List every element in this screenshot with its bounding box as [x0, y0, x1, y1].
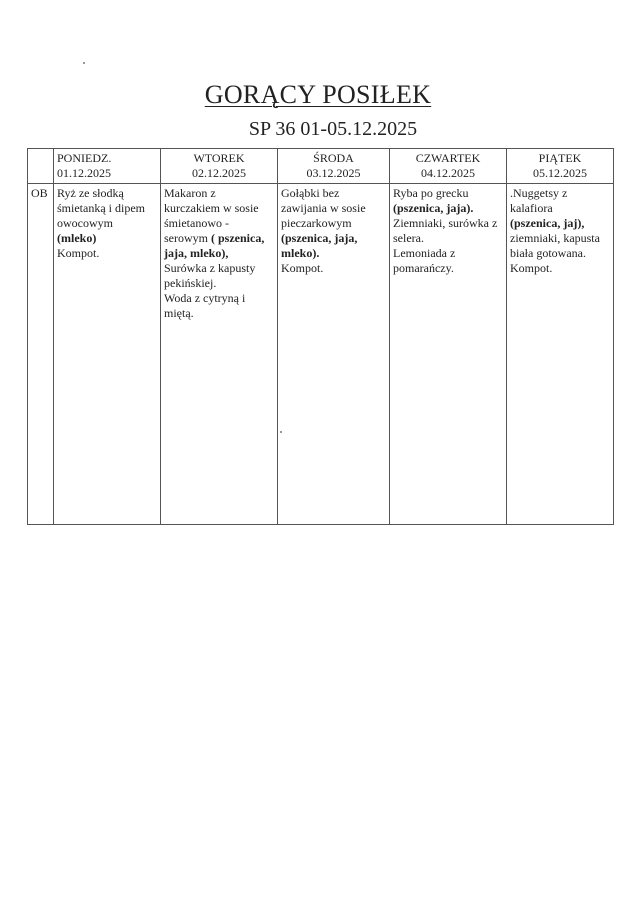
menu-text: serowym [164, 231, 211, 245]
menu-line: pomarańczy. [393, 261, 454, 275]
menu-line: owocowym [57, 216, 113, 230]
menu-line: śmietanowo - [164, 216, 229, 230]
menu-line: pieczarkowym [281, 216, 352, 230]
menu-line: Kompot. [510, 261, 553, 275]
meal-cell-thursday [390, 184, 507, 525]
menu-line: zawijania w sosie [281, 201, 366, 215]
menu-line: Kompot. [57, 246, 100, 260]
meal-cell-friday [507, 184, 614, 525]
meal-cell-monday [54, 184, 161, 525]
meal-cell-tuesday [161, 184, 278, 525]
menu-line: miętą. [164, 306, 194, 320]
header-thursday [390, 149, 507, 184]
menu-line: Makaron z [164, 186, 216, 200]
header-monday [54, 149, 161, 184]
menu-line: śmietanką i dipem [57, 201, 145, 215]
row-label: OB [28, 184, 54, 525]
allergen-line: (mleko) [57, 231, 97, 245]
menu-line: .Nuggetsy z [510, 186, 568, 200]
day-date: 01.12.2025 [57, 166, 111, 180]
header-tuesday [161, 149, 278, 184]
allergen-line: mleko). [281, 246, 320, 260]
allergen-line: jaja, mleko), [164, 246, 229, 260]
day-name: PONIEDZ. [57, 151, 112, 165]
meal-row-ob [28, 184, 614, 525]
menu-line: kurczakiem w sosie [164, 201, 259, 215]
menu-line: pekińskiej. [164, 276, 217, 290]
scan-speck [280, 431, 282, 433]
day-date: 05.12.2025 [533, 166, 587, 180]
menu-line: ziemniaki, kapusta [510, 231, 600, 245]
day-name: CZWARTEK [415, 151, 481, 165]
header-wednesday [278, 149, 390, 184]
menu-line: Lemoniada z [393, 246, 456, 260]
menu-line-mixed [164, 231, 274, 246]
page-title: GORĄCY POSIŁEK [204, 80, 432, 109]
corner-cell [28, 149, 54, 184]
menu-line: Ryż ze słodką [57, 186, 124, 200]
day-date: 02.12.2025 [192, 166, 246, 180]
menu-line: biała gotowana. [510, 246, 586, 260]
allergen-line: (pszenica, jaja, [281, 231, 358, 245]
day-name: PIĄTEK [538, 151, 582, 165]
day-date: 03.12.2025 [306, 166, 361, 180]
allergen-text: ( pszenica, [211, 231, 265, 245]
allergen-line: (pszenica, jaj), [510, 216, 585, 230]
header-row [28, 149, 614, 184]
day-name: ŚRODA [313, 151, 354, 165]
menu-line: Kompot. [281, 261, 324, 275]
menu-line: Woda z cytryną i [164, 291, 246, 305]
menu-line: kalafiora [510, 201, 553, 215]
menu-line: Gołąbki bez [281, 186, 340, 200]
menu-line: Ryba po grecku [393, 186, 469, 200]
allergen-line: (pszenica, jaja). [393, 201, 474, 215]
day-name: WTOREK [193, 151, 245, 165]
meal-cell-wednesday [278, 184, 390, 525]
page-subtitle: SP 36 01-05.12.2025 [248, 118, 418, 140]
day-date: 04.12.2025 [421, 166, 475, 180]
menu-line: selera. [393, 231, 424, 245]
header-friday [507, 149, 614, 184]
scan-speck [83, 62, 85, 64]
menu-table [27, 148, 614, 525]
menu-line: Surówka z kapusty [164, 261, 256, 275]
menu-line: Ziemniaki, surówka z [393, 216, 498, 230]
